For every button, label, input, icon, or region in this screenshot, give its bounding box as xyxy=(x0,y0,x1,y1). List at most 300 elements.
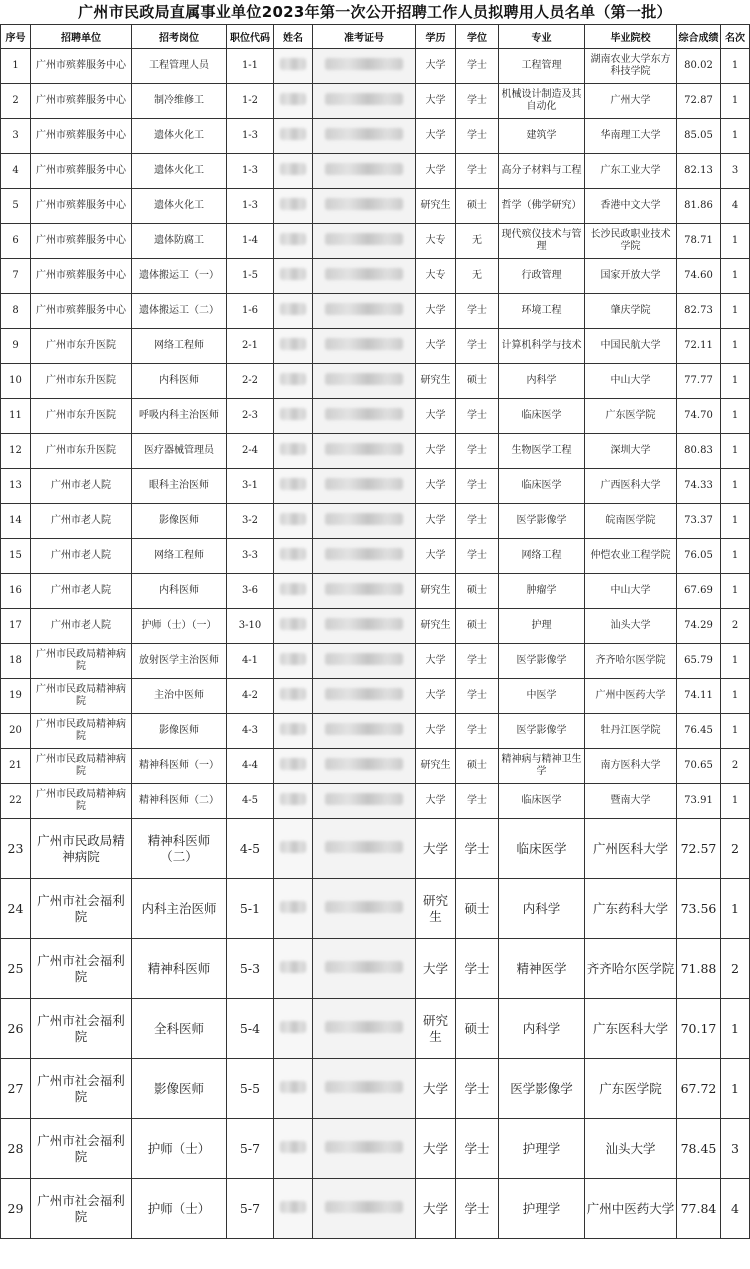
header-post: 招考岗位 xyxy=(132,25,227,49)
school-cell: 广东药科大学 xyxy=(585,879,677,939)
position-code-cell: 3-3 xyxy=(227,539,274,574)
degree-cell: 硕士 xyxy=(456,879,499,939)
name-redacted-cell xyxy=(274,1179,313,1239)
major-cell: 肿瘤学 xyxy=(499,574,585,609)
name-redacted-cell xyxy=(274,784,313,819)
rank-cell: 1 xyxy=(721,224,750,259)
redaction-blur xyxy=(325,198,403,210)
row-number-cell: 22 xyxy=(1,784,31,819)
rank-cell: 1 xyxy=(721,329,750,364)
exam-number-redacted-cell xyxy=(313,1059,416,1119)
name-redacted-cell xyxy=(274,189,313,224)
degree-cell: 学士 xyxy=(456,399,499,434)
position-cell: 影像医师 xyxy=(132,714,227,749)
header-education: 学历 xyxy=(416,25,456,49)
education-cell: 大学 xyxy=(416,1059,456,1119)
redaction-blur xyxy=(325,303,403,315)
position-code-cell: 2-4 xyxy=(227,434,274,469)
position-cell: 全科医师 xyxy=(132,999,227,1059)
redaction-blur xyxy=(280,58,306,70)
redaction-blur xyxy=(325,723,403,735)
redaction-blur xyxy=(325,1081,403,1093)
row-number-cell: 8 xyxy=(1,294,31,329)
degree-cell: 学士 xyxy=(456,644,499,679)
position-code-cell: 1-3 xyxy=(227,154,274,189)
score-cell: 85.05 xyxy=(677,119,721,154)
major-cell: 环境工程 xyxy=(499,294,585,329)
name-redacted-cell xyxy=(274,504,313,539)
exam-number-redacted-cell xyxy=(313,259,416,294)
rank-cell: 2 xyxy=(721,609,750,644)
exam-number-redacted-cell xyxy=(313,714,416,749)
position-cell: 遗体搬运工（一） xyxy=(132,259,227,294)
education-cell: 大学 xyxy=(416,939,456,999)
hiring-table xyxy=(0,24,750,1239)
education-cell: 研究生 xyxy=(416,609,456,644)
major-cell: 高分子材料与工程 xyxy=(499,154,585,189)
redaction-blur xyxy=(325,268,403,280)
table-row xyxy=(1,644,750,679)
school-cell: 湖南农业大学东方科技学院 xyxy=(585,49,677,84)
education-cell: 大学 xyxy=(416,294,456,329)
degree-cell: 学士 xyxy=(456,84,499,119)
redaction-blur xyxy=(280,583,306,595)
recruiting-unit-cell: 广州市殡葬服务中心 xyxy=(31,49,132,84)
name-redacted-cell xyxy=(274,999,313,1059)
education-cell: 大学 xyxy=(416,84,456,119)
redaction-blur xyxy=(325,338,403,350)
name-redacted-cell xyxy=(274,939,313,999)
school-cell: 广州大学 xyxy=(585,84,677,119)
row-number-cell: 28 xyxy=(1,1119,31,1179)
table-row xyxy=(1,714,750,749)
major-cell: 生物医学工程 xyxy=(499,434,585,469)
rank-cell: 1 xyxy=(721,1059,750,1119)
exam-number-redacted-cell xyxy=(313,539,416,574)
score-cell: 81.86 xyxy=(677,189,721,224)
position-cell: 护师（士） xyxy=(132,1179,227,1239)
exam-number-redacted-cell xyxy=(313,644,416,679)
position-cell: 护师（士）（一） xyxy=(132,609,227,644)
header-code: 职位代码 xyxy=(227,25,274,49)
major-cell: 内科学 xyxy=(499,879,585,939)
row-number-cell: 25 xyxy=(1,939,31,999)
recruiting-unit-cell: 广州市殡葬服务中心 xyxy=(31,294,132,329)
table-row xyxy=(1,259,750,294)
score-cell: 78.71 xyxy=(677,224,721,259)
score-cell: 65.79 xyxy=(677,644,721,679)
degree-cell: 学士 xyxy=(456,679,499,714)
rank-cell: 1 xyxy=(721,784,750,819)
score-cell: 74.29 xyxy=(677,609,721,644)
major-cell: 护理 xyxy=(499,609,585,644)
exam-number-redacted-cell xyxy=(313,364,416,399)
header-exam-no: 准考证号 xyxy=(313,25,416,49)
recruiting-unit-cell: 广州市东升医院 xyxy=(31,329,132,364)
redaction-blur xyxy=(280,93,306,105)
school-cell: 广东医科大学 xyxy=(585,999,677,1059)
name-redacted-cell xyxy=(274,644,313,679)
position-cell: 内科医师 xyxy=(132,364,227,399)
exam-number-redacted-cell xyxy=(313,939,416,999)
recruiting-unit-cell: 广州市老人院 xyxy=(31,539,132,574)
school-cell: 齐齐哈尔医学院 xyxy=(585,644,677,679)
position-cell: 网络工程师 xyxy=(132,539,227,574)
school-cell: 皖南医学院 xyxy=(585,504,677,539)
position-cell: 内科医师 xyxy=(132,574,227,609)
table-row xyxy=(1,609,750,644)
redaction-blur xyxy=(280,338,306,350)
position-cell: 精神科医师（二） xyxy=(132,784,227,819)
position-cell: 主治中医师 xyxy=(132,679,227,714)
recruiting-unit-cell: 广州市老人院 xyxy=(31,469,132,504)
recruiting-unit-cell: 广州市民政局精神病院 xyxy=(31,714,132,749)
table-row xyxy=(1,294,750,329)
redaction-blur xyxy=(280,793,306,805)
score-cell: 71.88 xyxy=(677,939,721,999)
rank-cell: 1 xyxy=(721,679,750,714)
education-cell: 研究生 xyxy=(416,574,456,609)
row-number-cell: 11 xyxy=(1,399,31,434)
school-cell: 中山大学 xyxy=(585,364,677,399)
recruiting-unit-cell: 广州市殡葬服务中心 xyxy=(31,154,132,189)
name-redacted-cell xyxy=(274,819,313,879)
degree-cell: 学士 xyxy=(456,1059,499,1119)
redaction-blur xyxy=(325,758,403,770)
school-cell: 暨南大学 xyxy=(585,784,677,819)
table-row xyxy=(1,154,750,189)
row-number-cell: 18 xyxy=(1,644,31,679)
table-row xyxy=(1,784,750,819)
score-cell: 73.37 xyxy=(677,504,721,539)
education-cell: 大学 xyxy=(416,714,456,749)
exam-number-redacted-cell xyxy=(313,119,416,154)
table-body xyxy=(1,49,750,1239)
name-redacted-cell xyxy=(274,574,313,609)
redaction-blur xyxy=(280,841,306,853)
major-cell: 医学影像学 xyxy=(499,644,585,679)
redaction-blur xyxy=(280,443,306,455)
school-cell: 中国民航大学 xyxy=(585,329,677,364)
major-cell: 哲学（佛学研究） xyxy=(499,189,585,224)
redaction-blur xyxy=(280,1081,306,1093)
position-cell: 遗体搬运工（二） xyxy=(132,294,227,329)
name-redacted-cell xyxy=(274,1119,313,1179)
row-number-cell: 16 xyxy=(1,574,31,609)
position-code-cell: 2-1 xyxy=(227,329,274,364)
school-cell: 深圳大学 xyxy=(585,434,677,469)
table-row xyxy=(1,574,750,609)
school-cell: 汕头大学 xyxy=(585,1119,677,1179)
score-cell: 77.77 xyxy=(677,364,721,399)
exam-number-redacted-cell xyxy=(313,999,416,1059)
recruiting-unit-cell: 广州市民政局精神病院 xyxy=(31,749,132,784)
exam-number-redacted-cell xyxy=(313,879,416,939)
major-cell: 临床医学 xyxy=(499,819,585,879)
table-row xyxy=(1,364,750,399)
rank-cell: 1 xyxy=(721,504,750,539)
education-cell: 大学 xyxy=(416,644,456,679)
education-cell: 研究生 xyxy=(416,189,456,224)
score-cell: 70.65 xyxy=(677,749,721,784)
exam-number-redacted-cell xyxy=(313,469,416,504)
major-cell: 临床医学 xyxy=(499,784,585,819)
name-redacted-cell xyxy=(274,714,313,749)
education-cell: 大学 xyxy=(416,679,456,714)
exam-number-redacted-cell xyxy=(313,294,416,329)
position-code-cell: 1-3 xyxy=(227,189,274,224)
score-cell: 82.73 xyxy=(677,294,721,329)
degree-cell: 学士 xyxy=(456,819,499,879)
position-code-cell: 1-6 xyxy=(227,294,274,329)
redaction-blur xyxy=(325,443,403,455)
page-title: 广州市民政局直属事业单位2023年第一次公开招聘工作人员拟聘用人员名单（第一批） xyxy=(78,3,672,21)
education-cell: 研究生 xyxy=(416,999,456,1059)
redaction-blur xyxy=(325,408,403,420)
recruiting-unit-cell: 广州市民政局精神病院 xyxy=(31,819,132,879)
degree-cell: 学士 xyxy=(456,539,499,574)
school-cell: 仲恺农业工程学院 xyxy=(585,539,677,574)
major-cell: 建筑学 xyxy=(499,119,585,154)
score-cell: 72.87 xyxy=(677,84,721,119)
recruiting-unit-cell: 广州市殡葬服务中心 xyxy=(31,119,132,154)
rank-cell: 1 xyxy=(721,49,750,84)
exam-number-redacted-cell xyxy=(313,1179,416,1239)
redaction-blur xyxy=(280,618,306,630)
degree-cell: 硕士 xyxy=(456,999,499,1059)
score-cell: 74.70 xyxy=(677,399,721,434)
redaction-blur xyxy=(325,93,403,105)
recruiting-unit-cell: 广州市社会福利院 xyxy=(31,999,132,1059)
name-redacted-cell xyxy=(274,224,313,259)
degree-cell: 硕士 xyxy=(456,574,499,609)
redaction-blur xyxy=(325,513,403,525)
name-redacted-cell xyxy=(274,469,313,504)
degree-cell: 学士 xyxy=(456,1119,499,1179)
school-cell: 南方医科大学 xyxy=(585,749,677,784)
header-unit: 招聘单位 xyxy=(31,25,132,49)
redaction-blur xyxy=(280,513,306,525)
table-row xyxy=(1,749,750,784)
degree-cell: 学士 xyxy=(456,49,499,84)
redaction-blur xyxy=(325,901,403,913)
education-cell: 大学 xyxy=(416,1119,456,1179)
row-number-cell: 17 xyxy=(1,609,31,644)
name-redacted-cell xyxy=(274,49,313,84)
education-cell: 大学 xyxy=(416,329,456,364)
education-cell: 大专 xyxy=(416,224,456,259)
redaction-blur xyxy=(280,233,306,245)
name-redacted-cell xyxy=(274,329,313,364)
exam-number-redacted-cell xyxy=(313,819,416,879)
rank-cell: 1 xyxy=(721,119,750,154)
redaction-blur xyxy=(280,163,306,175)
school-cell: 国家开放大学 xyxy=(585,259,677,294)
table-row xyxy=(1,329,750,364)
major-cell: 医学影像学 xyxy=(499,714,585,749)
degree-cell: 无 xyxy=(456,224,499,259)
position-code-cell: 4-2 xyxy=(227,679,274,714)
table-row xyxy=(1,819,750,879)
rank-cell: 1 xyxy=(721,644,750,679)
education-cell: 大学 xyxy=(416,539,456,574)
exam-number-redacted-cell xyxy=(313,679,416,714)
position-cell: 精神科医师（二） xyxy=(132,819,227,879)
table-row xyxy=(1,879,750,939)
education-cell: 大学 xyxy=(416,399,456,434)
position-cell: 影像医师 xyxy=(132,1059,227,1119)
header-degree: 学位 xyxy=(456,25,499,49)
name-redacted-cell xyxy=(274,399,313,434)
header-no: 序号 xyxy=(1,25,31,49)
degree-cell: 硕士 xyxy=(456,364,499,399)
position-code-cell: 1-3 xyxy=(227,119,274,154)
rank-cell: 1 xyxy=(721,84,750,119)
rank-cell: 4 xyxy=(721,1179,750,1239)
position-cell: 精神科医师 xyxy=(132,939,227,999)
table-row xyxy=(1,679,750,714)
table-row xyxy=(1,84,750,119)
degree-cell: 学士 xyxy=(456,504,499,539)
position-cell: 遗体火化工 xyxy=(132,189,227,224)
header-name: 姓名 xyxy=(274,25,313,49)
position-cell: 影像医师 xyxy=(132,504,227,539)
school-cell: 肇庆学院 xyxy=(585,294,677,329)
table-row xyxy=(1,119,750,154)
rank-cell: 1 xyxy=(721,469,750,504)
table-row xyxy=(1,469,750,504)
score-cell: 74.60 xyxy=(677,259,721,294)
score-cell: 76.05 xyxy=(677,539,721,574)
name-redacted-cell xyxy=(274,539,313,574)
redaction-blur xyxy=(280,478,306,490)
major-cell: 内科学 xyxy=(499,999,585,1059)
school-cell: 广西医科大学 xyxy=(585,469,677,504)
position-code-cell: 5-7 xyxy=(227,1179,274,1239)
recruiting-unit-cell: 广州市社会福利院 xyxy=(31,1119,132,1179)
table-header-row xyxy=(1,25,750,49)
degree-cell: 硕士 xyxy=(456,189,499,224)
position-cell: 工程管理人员 xyxy=(132,49,227,84)
table-row xyxy=(1,49,750,84)
row-number-cell: 24 xyxy=(1,879,31,939)
education-cell: 大学 xyxy=(416,819,456,879)
score-cell: 77.84 xyxy=(677,1179,721,1239)
header-score: 综合成绩 xyxy=(677,25,721,49)
row-number-cell: 13 xyxy=(1,469,31,504)
row-number-cell: 6 xyxy=(1,224,31,259)
position-code-cell: 3-1 xyxy=(227,469,274,504)
major-cell: 计算机科学与技术 xyxy=(499,329,585,364)
rank-cell: 1 xyxy=(721,294,750,329)
position-code-cell: 4-3 xyxy=(227,714,274,749)
degree-cell: 学士 xyxy=(456,939,499,999)
major-cell: 网络工程 xyxy=(499,539,585,574)
redaction-blur xyxy=(325,961,403,973)
row-number-cell: 15 xyxy=(1,539,31,574)
position-cell: 网络工程师 xyxy=(132,329,227,364)
rank-cell: 2 xyxy=(721,749,750,784)
position-cell: 遗体火化工 xyxy=(132,119,227,154)
rank-cell: 1 xyxy=(721,364,750,399)
row-number-cell: 26 xyxy=(1,999,31,1059)
education-cell: 大学 xyxy=(416,434,456,469)
school-cell: 广州中医药大学 xyxy=(585,679,677,714)
table-row xyxy=(1,999,750,1059)
exam-number-redacted-cell xyxy=(313,224,416,259)
redaction-blur xyxy=(325,128,403,140)
row-number-cell: 10 xyxy=(1,364,31,399)
name-redacted-cell xyxy=(274,434,313,469)
degree-cell: 学士 xyxy=(456,784,499,819)
rank-cell: 1 xyxy=(721,574,750,609)
position-code-cell: 5-3 xyxy=(227,939,274,999)
row-number-cell: 4 xyxy=(1,154,31,189)
position-code-cell: 5-5 xyxy=(227,1059,274,1119)
position-code-cell: 1-4 xyxy=(227,224,274,259)
major-cell: 工程管理 xyxy=(499,49,585,84)
position-code-cell: 4-1 xyxy=(227,644,274,679)
recruiting-unit-cell: 广州市殡葬服务中心 xyxy=(31,224,132,259)
redaction-blur xyxy=(280,723,306,735)
name-redacted-cell xyxy=(274,879,313,939)
position-cell: 护师（士） xyxy=(132,1119,227,1179)
recruiting-unit-cell: 广州市社会福利院 xyxy=(31,1059,132,1119)
rank-cell: 3 xyxy=(721,154,750,189)
exam-number-redacted-cell xyxy=(313,574,416,609)
education-cell: 研究生 xyxy=(416,879,456,939)
redaction-blur xyxy=(280,1141,306,1153)
recruiting-unit-cell: 广州市社会福利院 xyxy=(31,879,132,939)
name-redacted-cell xyxy=(274,1059,313,1119)
rank-cell: 1 xyxy=(721,539,750,574)
exam-number-redacted-cell xyxy=(313,329,416,364)
rank-cell: 2 xyxy=(721,939,750,999)
redaction-blur xyxy=(280,688,306,700)
redaction-blur xyxy=(325,58,403,70)
row-number-cell: 23 xyxy=(1,819,31,879)
name-redacted-cell xyxy=(274,364,313,399)
name-redacted-cell xyxy=(274,609,313,644)
name-redacted-cell xyxy=(274,259,313,294)
degree-cell: 学士 xyxy=(456,434,499,469)
exam-number-redacted-cell xyxy=(313,189,416,224)
recruiting-unit-cell: 广州市老人院 xyxy=(31,574,132,609)
school-cell: 香港中文大学 xyxy=(585,189,677,224)
score-cell: 73.91 xyxy=(677,784,721,819)
table-row xyxy=(1,539,750,574)
major-cell: 行政管理 xyxy=(499,259,585,294)
education-cell: 研究生 xyxy=(416,749,456,784)
position-cell: 内科主治医师 xyxy=(132,879,227,939)
school-cell: 华南理工大学 xyxy=(585,119,677,154)
score-cell: 72.57 xyxy=(677,819,721,879)
rank-cell: 1 xyxy=(721,879,750,939)
position-code-cell: 4-4 xyxy=(227,749,274,784)
major-cell: 医学影像学 xyxy=(499,504,585,539)
redaction-blur xyxy=(325,653,403,665)
position-code-cell: 3-10 xyxy=(227,609,274,644)
position-code-cell: 4-5 xyxy=(227,819,274,879)
recruiting-unit-cell: 广州市民政局精神病院 xyxy=(31,784,132,819)
redaction-blur xyxy=(325,688,403,700)
recruiting-unit-cell: 广州市殡葬服务中心 xyxy=(31,189,132,224)
education-cell: 大专 xyxy=(416,259,456,294)
degree-cell: 学士 xyxy=(456,119,499,154)
major-cell: 中医学 xyxy=(499,679,585,714)
education-cell: 大学 xyxy=(416,154,456,189)
rank-cell: 1 xyxy=(721,999,750,1059)
